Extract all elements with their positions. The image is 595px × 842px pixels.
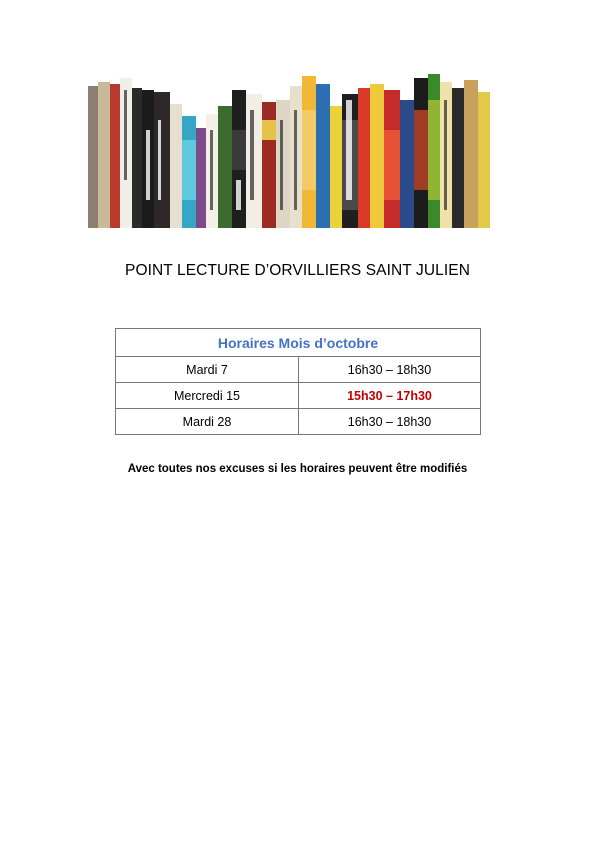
day-cell: Mercredi 15 [116,383,299,409]
hours-cell: 16h30 – 18h30 [299,409,481,435]
table-row [116,357,481,383]
day-cell: Mardi 7 [116,357,299,383]
day-cell: Mardi 28 [116,409,299,435]
page-title: POINT LECTURE D’ORVILLIERS SAINT JULIEN [125,262,470,279]
bookshelf-image [88,70,494,236]
schedule-header: Horaires Mois d’octobre [116,329,481,357]
table-row [116,409,481,435]
table-row [116,383,481,409]
schedule-table [115,328,481,435]
hours-cell: 16h30 – 18h30 [299,357,481,383]
schedule-header-row [116,329,481,357]
apology-note: Avec toutes nos excuses si les horaires peuvent être modifiés [127,463,468,475]
hours-cell-highlighted: 15h30 – 17h30 [299,383,481,409]
